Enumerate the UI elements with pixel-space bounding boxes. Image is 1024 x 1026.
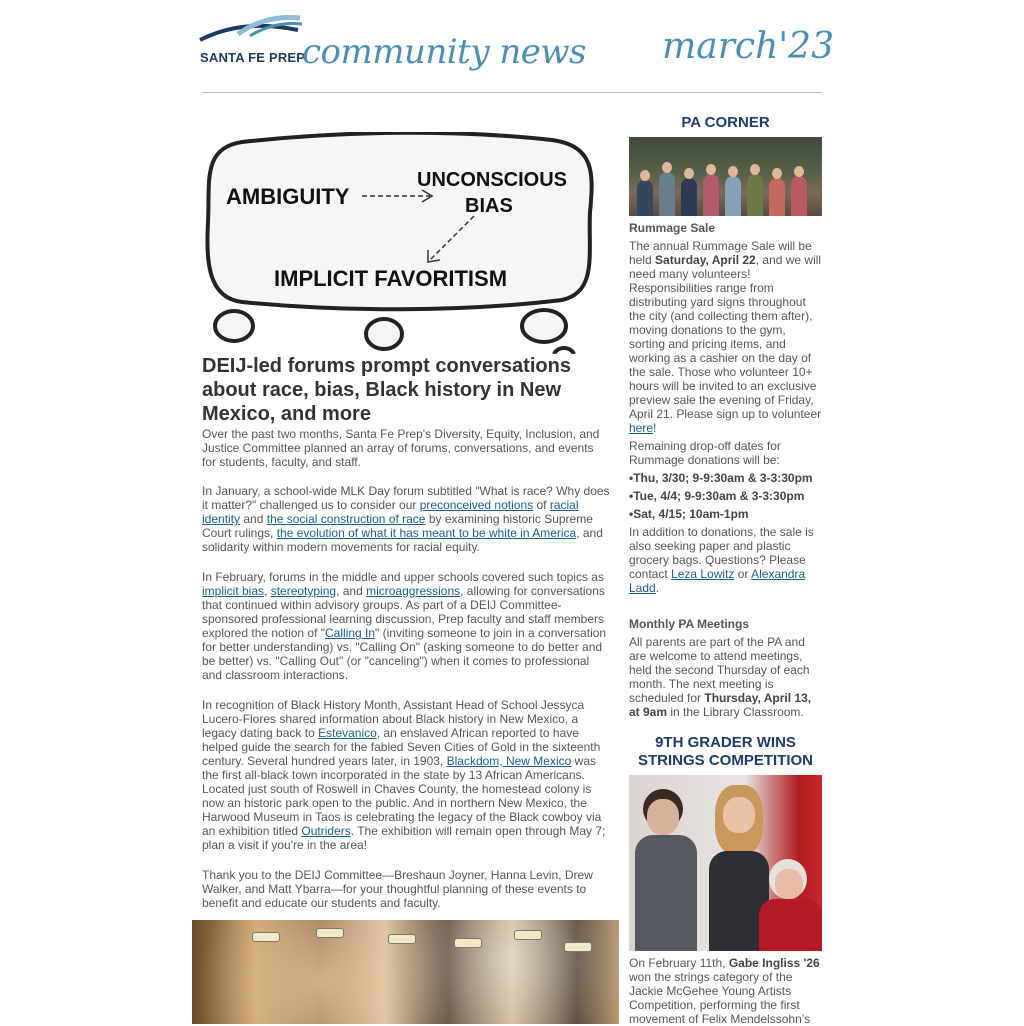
pa-corner-heading: PA CORNER (681, 114, 770, 131)
link-evolution-of-whiteness[interactable]: the evolution of what it has meant to be white in America (276, 526, 577, 540)
dropoff-intro: Remaining drop-off dates for Rummage donations will be: (629, 439, 781, 467)
link-microaggressions[interactable]: microaggressions (366, 584, 461, 598)
link-blackdom[interactable]: Blackdom, New Mexico (446, 754, 572, 768)
students-3d-glasses-photo (192, 920, 619, 1024)
link-racial-identity[interactable]: racial identity (202, 498, 579, 526)
strings-winner-photo (629, 775, 822, 951)
dropoff-date: •Thu, 3/30; 9-9:30am & 3-3:30pm (629, 471, 813, 485)
masthead (198, 14, 834, 84)
diagram-label-unconscious: UNCONSCIOUS (417, 169, 568, 191)
article-paragraph-thanks: Thank you to the DEIJ Committee—Breshaun Joyner, Hanna Levin, Drew Walker, and Matt Ybarra—for your thoughtful planning of these events to benefit and educate our students and faculty. (202, 868, 593, 910)
article-paragraph-february: In February, forums in the middle and upper schools covered such topics as implicit bias, stereotyping, and microaggressions, allowing for conversations that continued within advisory groups. As part of a DEIJ Committee-sponsored professional learning discussion, Prep faculty and staff members explored the notion of "Calling In" (inviting someone to join in a conversation for better understanding) vs. "Calling On" (asking someone to do better and be better) vs. "Calling Out" (or "canceling") when it comes to professional and classroom interactions. (202, 570, 607, 682)
pa-meetings-title: Monthly PA Meetings (629, 617, 749, 631)
diagram-label-bias: BIAS (465, 195, 513, 217)
link-implicit-bias[interactable]: implicit bias (202, 584, 265, 598)
dropoff-date: •Tue, 4/4; 9-9:30am & 3-3:30pm (629, 489, 805, 503)
thought-bubble-left (215, 311, 253, 341)
newsletter-title: community news (302, 32, 586, 72)
link-volunteer-signup[interactable]: here (629, 421, 654, 435)
logo-swoosh-icon (198, 14, 308, 50)
header-divider (202, 92, 822, 93)
bias-diagram (202, 132, 602, 354)
link-alexandra-ladd[interactable]: Alexandra Ladd (629, 567, 806, 595)
diagram-label-ambiguity: AMBIGUITY (226, 184, 350, 209)
link-leza-lowitz[interactable]: Leza Lowitz (671, 567, 735, 581)
strings-competition-heading: 9TH GRADER WINS STRINGS COMPETITION (637, 734, 813, 769)
strings-competition-text: On February 11th, Gabe Ingliss '26 won the strings category of the Jackie McGehee Young Artists Competition, performing the first movement of Felix Mendelssohn’s (629, 956, 820, 1026)
article-paragraph-mlk: In January, a school-wide MLK Day forum subtitled "What is race? Why does it matter?" challenged us to consider our preconceived notions of racial identity and the social construction of race by examining historic Supreme Court rulings, the evolution of what it has meant to be white in America, and solidarity within modern movements for racial equity. (202, 484, 610, 554)
article-paragraph-black-history: In recognition of Black History Month, Assistant Head of School Jessyca Lucero-Flores shared information about Black history in New Mexico, a legacy dating back to Estevanico, an enslaved African reported to have helped guide the search for the fabled Seven Cities of Gold in the sixteenth century. Several hundred years later, in 1903, Blackdom, New Mexico was the first all-black town incorporated in the state by 13 African Americans. Located just south of Roswell in Chaves County, the homestead colony is now an historic park open to the public. And in northern New Mexico, the Harwood Museum in Taos is celebrating the legacy of the Black cowboy via an exhibition titled Outriders. The exhibition will remain open through May 7; plan a visit if you're in the area! (202, 698, 606, 852)
thought-bubble-mid (366, 319, 402, 349)
rummage-sale-text: The annual Rummage Sale will be held Saturday, April 22, and we will need many volunteers! Responsibilities range from distributing yard signs throughout the city (and collecting them after), moving donations to the gym, sorting and pricing items, and working as a cashier on the day of the sale. Those who volunteer 10+ hours will be invited to an exclusive preview sale the evening of Friday, April 21. Please sign up to volunteer here! (629, 239, 822, 435)
article-headline: DEIJ-led forums prompt conversations about race, bias, Black history in New Mexico, and more (202, 355, 571, 425)
link-social-construction-of-race[interactable]: the social construction of race (266, 512, 426, 526)
grocery-bags-text: In addition to donations, the sale is also seeking paper and plastic grocery bags. Questions? Please contact Leza Lowitz or Alexandra Ladd. (629, 525, 814, 595)
link-estevanico[interactable]: Estevanico (318, 726, 377, 740)
pa-meetings-text: All parents are part of the PA and are welcome to attend meetings, held the second Thursday of each month. The next meeting is scheduled for Thursday, April 13, at 9am in the Library Classroom. (629, 635, 812, 719)
article-paragraph: Over the past two months, Santa Fe Prep's Diversity, Equity, Inclusion, and Justice Committee planned an array of forums, conversations, and events for students, faculty, and staff. (202, 427, 600, 469)
pa-group-photo (629, 137, 822, 216)
link-preconceived-notions[interactable]: preconceived notions (419, 498, 534, 512)
thought-bubble-right (522, 310, 566, 342)
diagram-label-favoritism: IMPLICIT FAVORITISM (274, 266, 508, 291)
link-stereotyping[interactable]: stereotyping (270, 584, 337, 598)
link-calling-in[interactable]: Calling In (325, 626, 376, 640)
dropoff-date: •Sat, 4/15; 10am-1pm (629, 507, 749, 521)
link-outriders[interactable]: Outriders (301, 824, 351, 838)
brand-name: SANTA FE PREP (200, 50, 306, 65)
rummage-sale-title: Rummage Sale (629, 221, 716, 235)
issue-date: march'23 (662, 26, 834, 67)
